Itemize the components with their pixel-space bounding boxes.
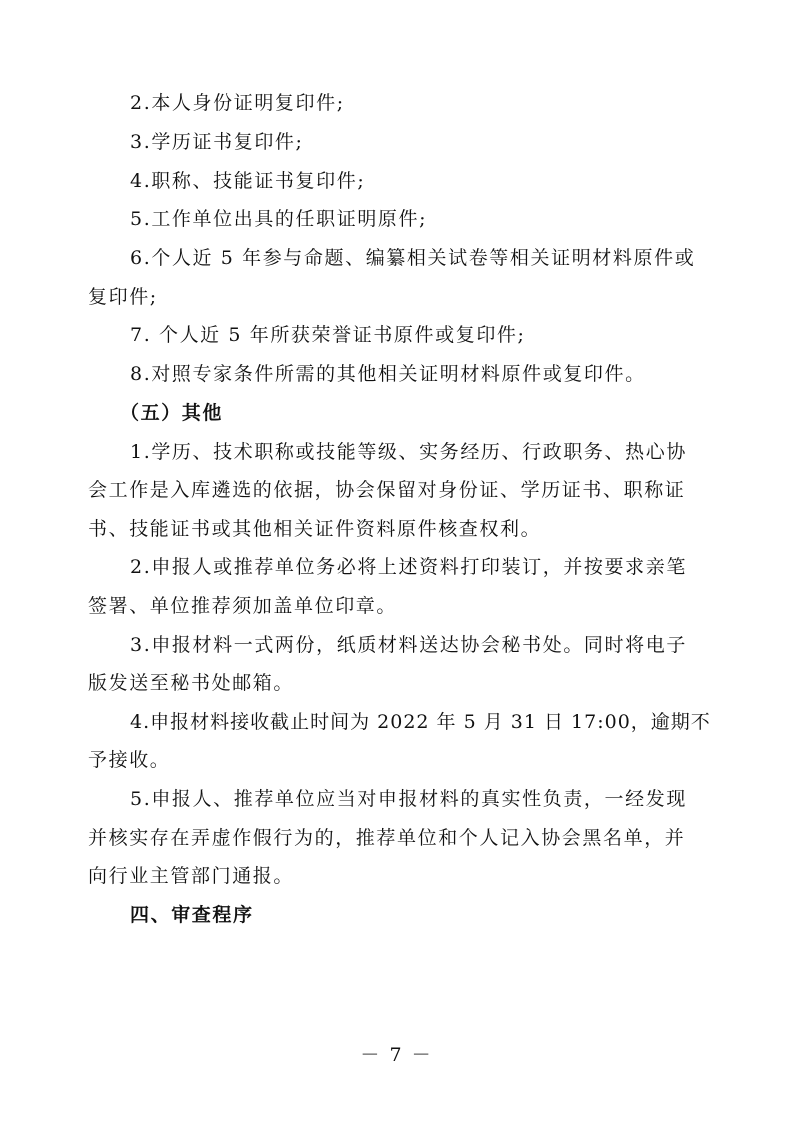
text-line-2: 3.学历证书复印件; (130, 131, 304, 153)
text-line-11: 书、技能证书或其他相关证件资料原件核查权利。 (88, 518, 542, 540)
text-line-15: 版发送至秘书处邮箱。 (88, 672, 295, 694)
text-line-19: 并核实存在弄虚作假行为的，推荐单位和个人记入协会黑名单，并 (88, 827, 686, 849)
section-heading-five: （五）其他 (120, 402, 224, 424)
text-line-10: 会工作是入库遴选的依据，协会保留对身份证、学历证书、职称证 (88, 479, 686, 501)
text-line-5: 6.个人近 5 年参与命题、编纂相关试卷等相关证明材料原件或 (130, 247, 696, 269)
text-line-20: 向行业主管部门通报。 (88, 865, 295, 887)
text-line-3: 4.职称、技能证书复印件; (130, 170, 366, 192)
text-line-1: 2.本人身份证明复印件; (130, 92, 345, 114)
text-line-12: 2.申报人或推荐单位务必将上述资料打印装订，并按要求亲笔 (130, 556, 687, 578)
text-line-8: 8.对照专家条件所需的其他相关证明材料原件或复印件。 (130, 363, 646, 385)
section-heading-four: 四、审查程序 (130, 904, 254, 926)
text-line-14: 3.申报材料一式两份，纸质材料送达协会秘书处。同时将电子 (130, 634, 687, 656)
text-line-17: 予接收。 (88, 749, 171, 771)
page-number: － 7 － (360, 1044, 433, 1066)
text-line-4: 5.工作单位出具的任职证明原件; (130, 208, 428, 230)
text-line-9: 1.学历、技术职称或技能等级、实务经历、行政职务、热心协 (130, 441, 687, 463)
text-line-7: 7. 个人近 5 年所获荣誉证书原件或复印件; (130, 324, 526, 346)
text-line-16: 4.申报材料接收截止时间为 2022 年 5 月 31 日 17:00，逾期不 (130, 711, 711, 733)
text-line-6: 复印件; (88, 286, 158, 308)
text-line-18: 5.申报人、推荐单位应当对申报材料的真实性负责，一经发现 (130, 788, 687, 810)
text-line-13: 签署、单位推荐须加盖单位印章。 (88, 595, 398, 617)
